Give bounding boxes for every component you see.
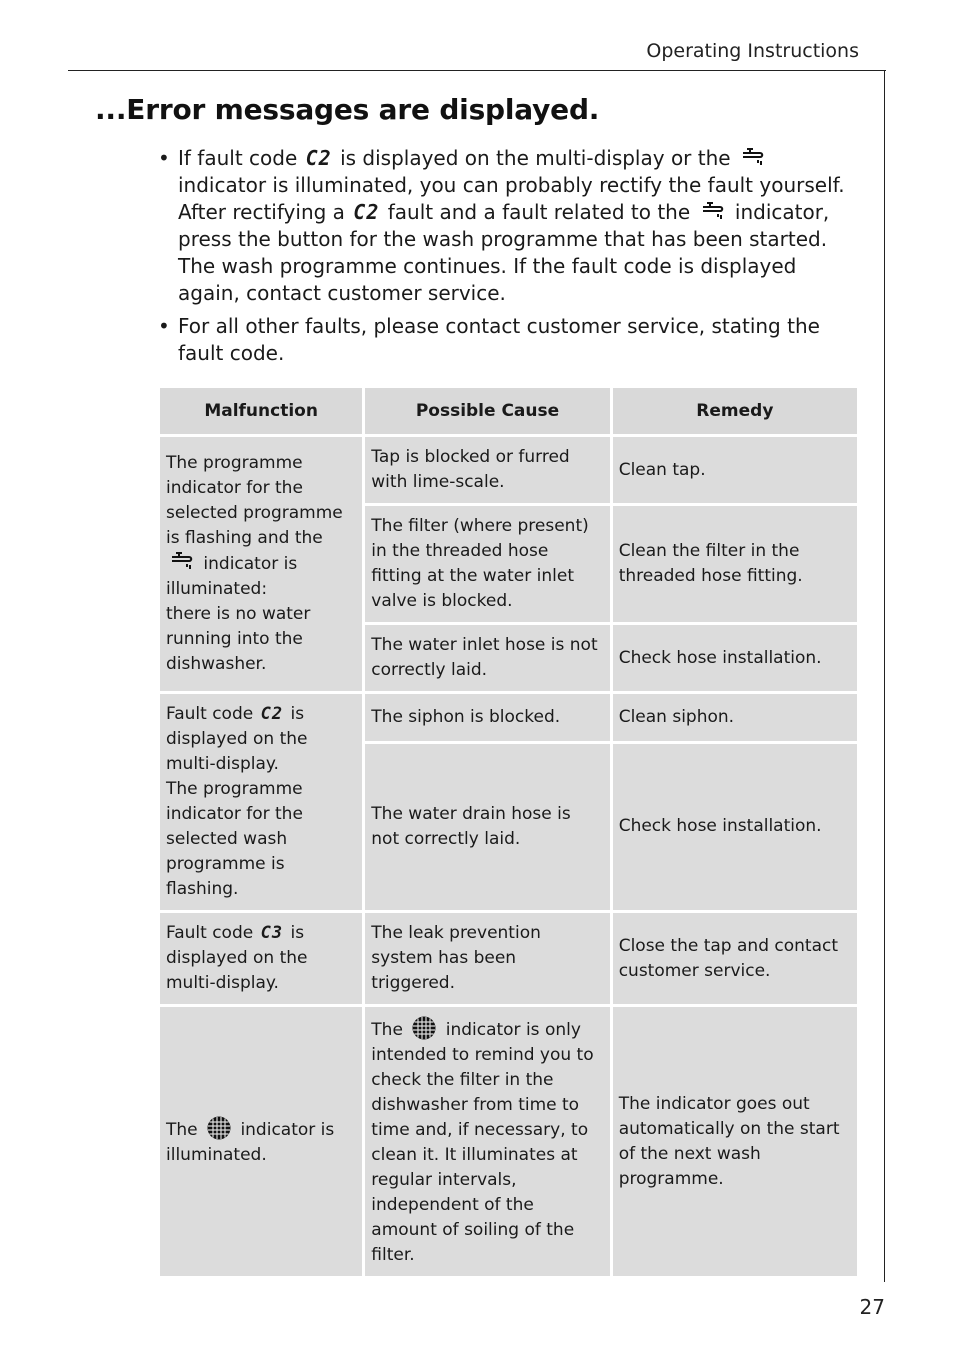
malfunction-text: is displayed on the multi-display.	[166, 704, 308, 774]
page-number: 27	[859, 1295, 885, 1319]
malfunction-text: Fault code	[166, 923, 254, 943]
instruction-text: If fault code	[178, 146, 298, 170]
filter-grid-icon	[206, 1115, 232, 1141]
header-remedy: Remedy	[613, 388, 857, 434]
remedy-cell: Close the tap and contact customer service.	[613, 913, 857, 1004]
malfunction-cell	[160, 437, 362, 691]
filter-grid-icon	[411, 1015, 437, 1041]
cause-cell: The filter (where present) in the threaded hose fitting at the water inlet valve is blocked.	[365, 506, 609, 622]
malfunction-cell	[160, 1007, 362, 1276]
cause-cell	[365, 1007, 609, 1276]
cause-text: The	[371, 1020, 403, 1040]
malfunction-text: is displayed on the multi-display.	[166, 923, 308, 993]
remedy-cell: Clean tap.	[613, 437, 857, 503]
side-divider	[884, 70, 885, 1282]
malfunction-text: there is no water running into the dishwasher.	[166, 604, 311, 674]
header-divider	[68, 70, 886, 71]
instruction-text: indicator is illuminated, you can probably rectify the fault yourself.	[178, 173, 845, 197]
malfunction-text: indicator is illuminated.	[166, 1120, 335, 1165]
remedy-cell: Clean siphon.	[613, 694, 857, 741]
page-title: ...Error messages are displayed.	[95, 93, 600, 126]
instruction-item	[158, 145, 858, 307]
malfunction-cell	[160, 694, 362, 910]
instruction-text: is displayed on the multi-display or the	[340, 146, 731, 170]
running-header: Operating Instructions	[646, 40, 859, 62]
cause-cell: The water drain hose is not correctly laid.	[365, 744, 609, 910]
fault-code-c2: C2	[353, 200, 380, 224]
water-tap-icon	[700, 201, 726, 221]
malfunction-text: Fault code	[166, 704, 254, 724]
fault-code-c2: C2	[260, 704, 284, 724]
malfunction-text: The	[166, 1120, 198, 1140]
table-row	[160, 694, 857, 741]
table-row	[160, 913, 857, 1004]
instruction-item	[158, 313, 858, 367]
fault-code-c2: C2	[305, 146, 332, 170]
table-header-row	[160, 388, 857, 434]
header-malfunction: Malfunction	[160, 388, 362, 434]
remedy-cell: Check hose installation.	[613, 744, 857, 910]
bullet-dot: •	[158, 146, 170, 170]
table-row	[160, 1007, 857, 1276]
header-possible-cause: Possible Cause	[365, 388, 609, 434]
fault-code-c3: C3	[260, 923, 284, 943]
cause-cell: The leak prevention system has been triggered.	[365, 913, 609, 1004]
fault-table	[157, 385, 860, 1279]
cause-text: indicator is only intended to remind you to check the filter in the dishwasher from time to time and, if necessary, to clean it. It illuminates at regular intervals, independent of the amount of soiling of the filter.	[371, 1020, 594, 1265]
water-tap-icon	[740, 147, 766, 167]
malfunction-cell	[160, 913, 362, 1004]
malfunction-text: The programme indicator for the selected programme is flashing and the	[166, 453, 343, 548]
instruction-text: fault and a fault related to the	[387, 200, 691, 224]
cause-cell: Tap is blocked or furred with lime-scale.	[365, 437, 609, 503]
remedy-cell: Check hose installation.	[613, 625, 857, 691]
malfunction-text: The programme indicator for the selected wash programme is flashing.	[166, 779, 303, 899]
instructions-list	[158, 145, 858, 373]
remedy-cell: The indicator goes out automatically on the start of the next wash programme.	[613, 1007, 857, 1276]
cause-cell: The water inlet hose is not correctly laid.	[365, 625, 609, 691]
malfunction-text: indicator is illuminated:	[166, 554, 298, 599]
water-tap-icon	[169, 551, 195, 571]
instruction-text: For all other faults, please contact customer service, stating the fault code.	[178, 314, 820, 365]
table-row	[160, 437, 857, 503]
instruction-text: After rectifying a	[178, 200, 345, 224]
instruction-text: indicator, press the button for the wash programme that has been started. The wash programme continues. If the fault code is displayed again, contact customer service.	[178, 200, 830, 305]
cause-cell: The siphon is blocked.	[365, 694, 609, 741]
bullet-dot: •	[158, 314, 170, 338]
remedy-cell: Clean the filter in the threaded hose fitting.	[613, 506, 857, 622]
